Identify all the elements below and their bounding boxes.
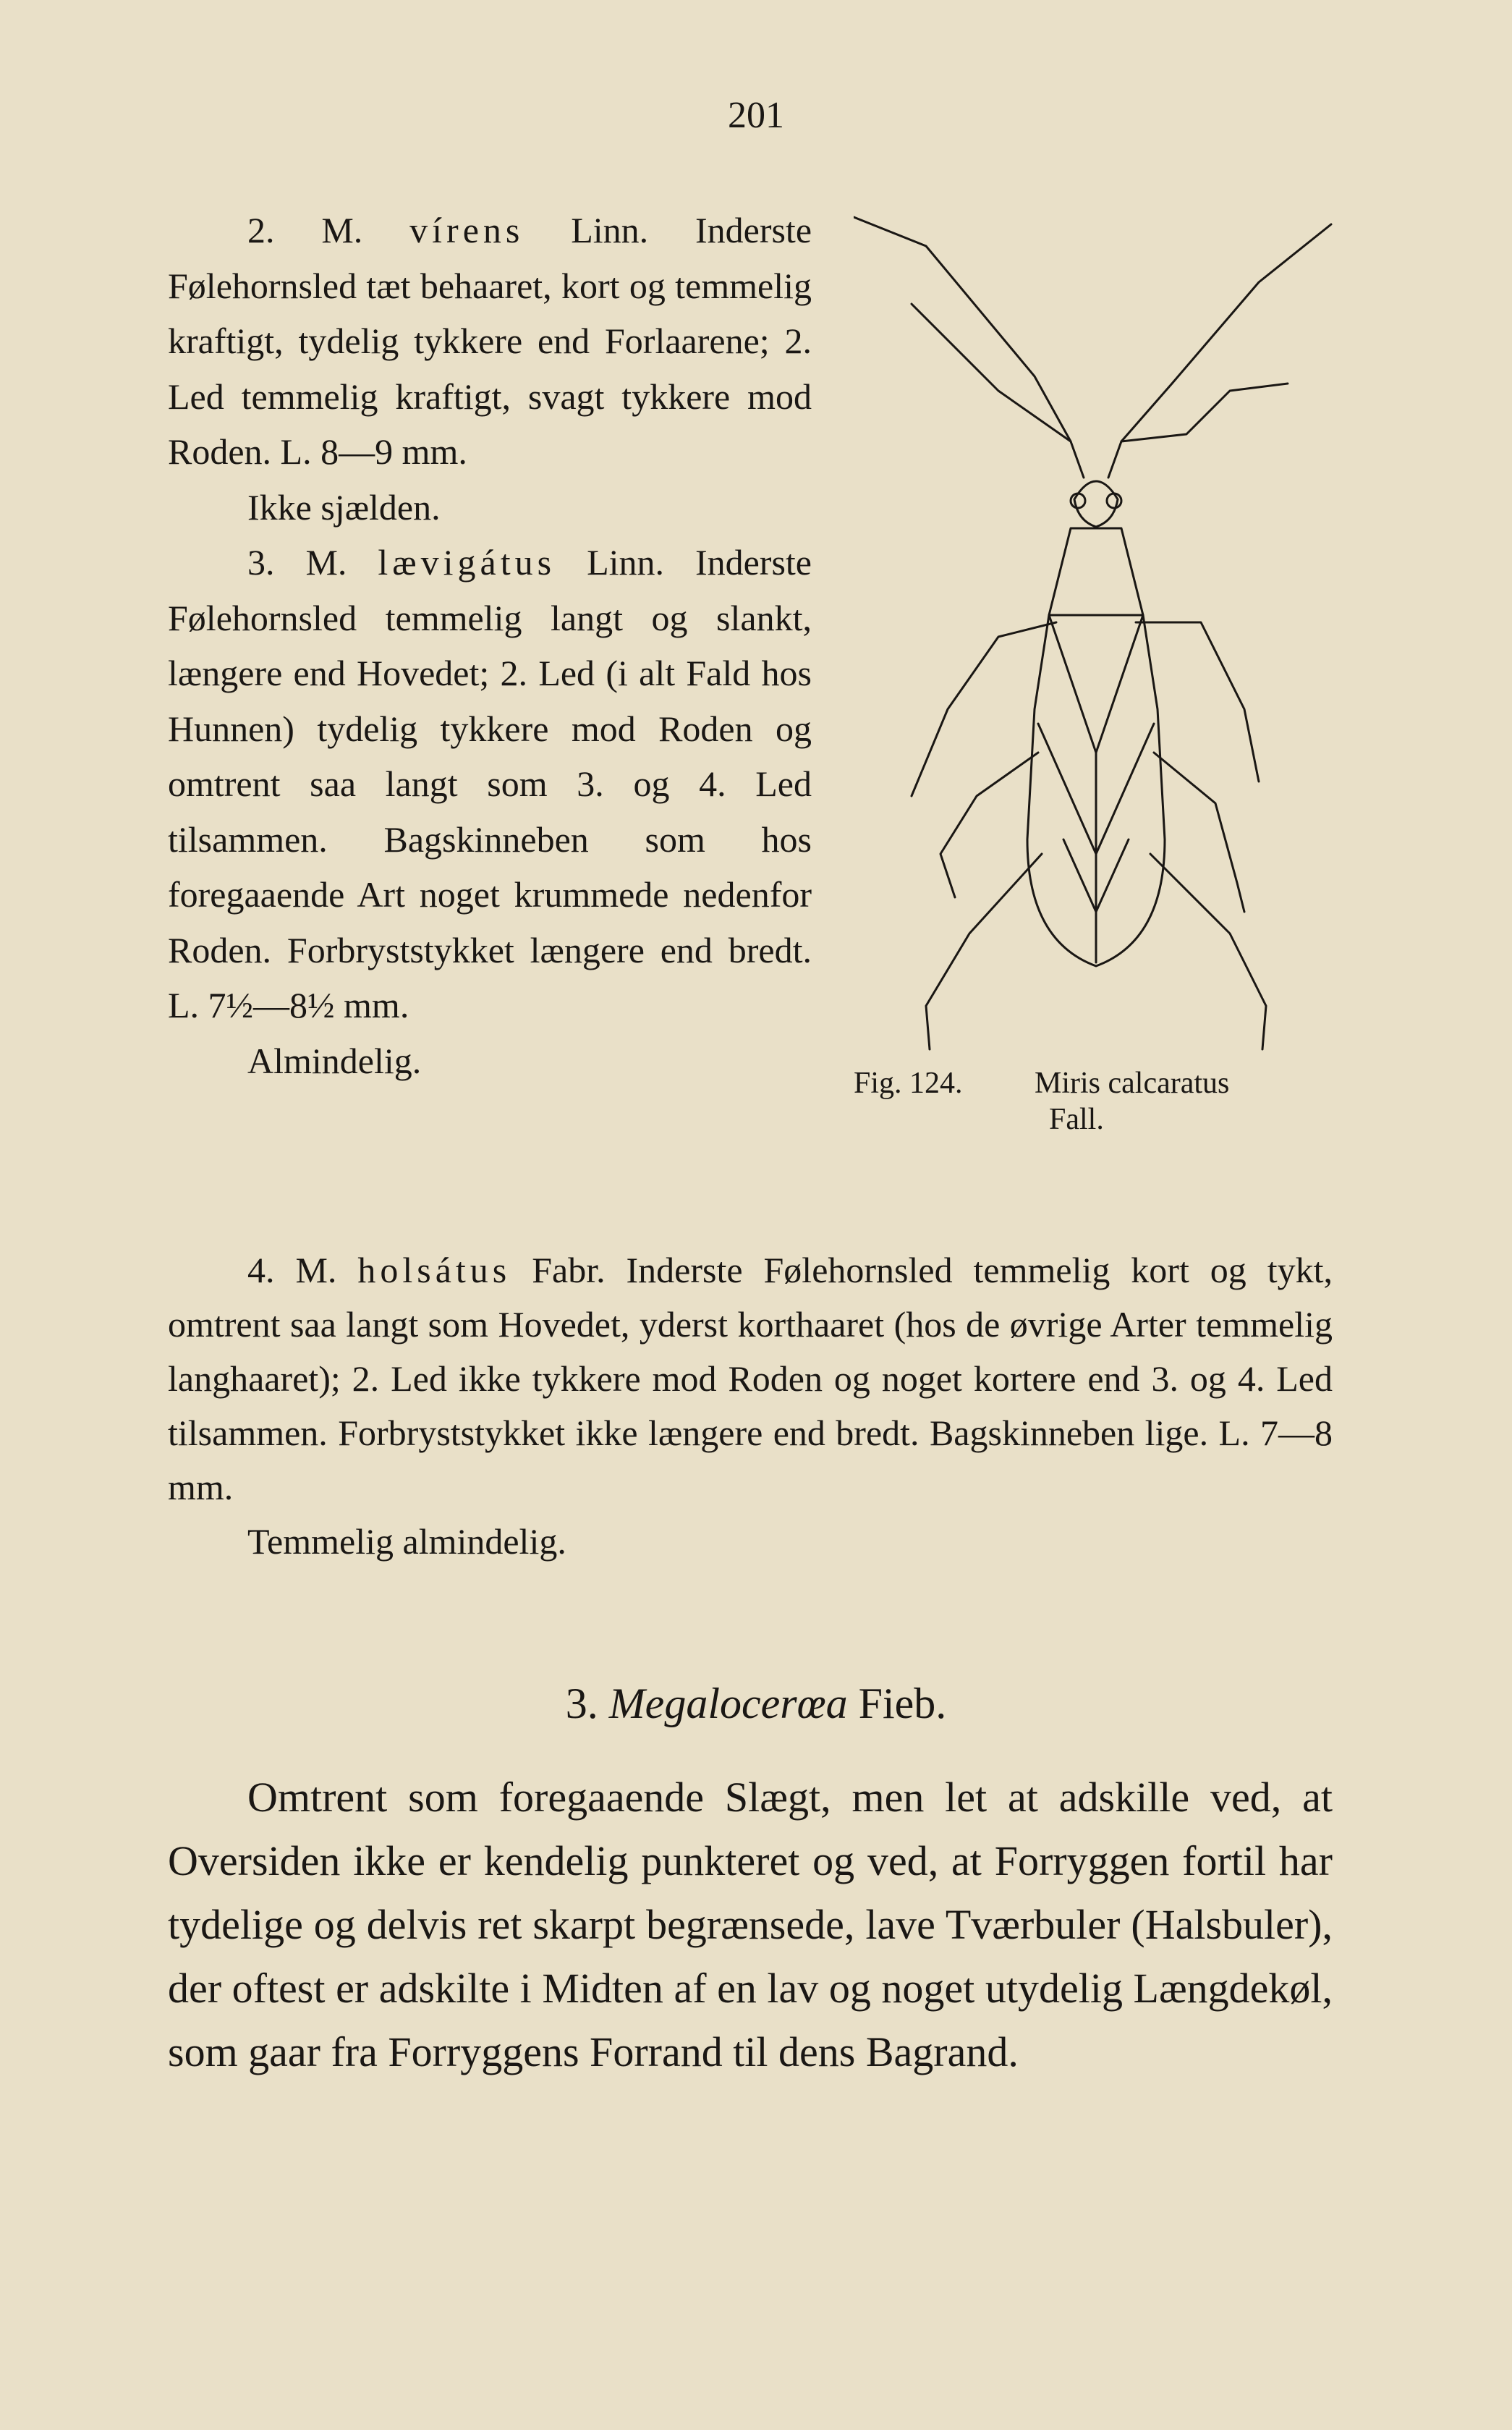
species-frequency: Temmelig almindelig.	[247, 1521, 566, 1562]
species-column-narrow	[168, 203, 812, 1088]
genus-number: 3.	[565, 1680, 598, 1727]
species-entry	[168, 535, 812, 1033]
species-entry	[168, 203, 812, 480]
species-epithet: lævigátus	[378, 542, 556, 583]
species-description: Inderste Følehornsled temmelig kort og tykt, omtrent saa langt som Hovedet, yderst korthaaret (hos de øvrige Arter temmelig langhaaret); 2. Led ikke tykkere mod Roden og noget kortere end 3. og 4. Led tilsammen. Forbryststykket ikke længere end bredt. Bagskinneben lige. L. 7—8 mm.	[168, 1250, 1333, 1507]
figure-species: Miris calcaratus	[1035, 1067, 1230, 1100]
species-frequency: Almindelig.	[247, 1040, 422, 1081]
genus-abbr: M.	[305, 542, 347, 583]
species-description: Inderste Følehornsled temmelig langt og slankt, længere end Hovedet; 2. Led (i alt Fald hos Hunnen) tydelig tykkere mod Roden og omtrent saa langt som 3. og 4. Led tilsammen. Bagskinneben som hos foregaaende Art noget krummede nedenfor Roden. Forbryststykket længere end bredt. L. 7½—8½ mm.	[168, 542, 812, 1025]
genus-description: Omtrent som foregaaende Slægt, men let at adskille ved, at Oversiden ikke er kendelig punkteret og ved, at Forryggen fortil har tydelige og delvis ret skarpt begrænsede, lave Tværbuler (Halsbuler), der oftest er adskilte i Midten af en lav og noget utydelig Længdekøl, som gaar fra Forryggens Forrand til dens Bagrand.	[168, 1774, 1333, 2075]
figure-author: Fall.	[1049, 1103, 1104, 1136]
species-frequency: Ikke sjælden.	[247, 486, 441, 528]
genus-name: Megalocerœa	[608, 1680, 848, 1727]
species-number: 3.	[247, 542, 275, 583]
species-epithet: holsátus	[357, 1250, 511, 1290]
species-number: 2.	[247, 210, 275, 250]
species-author: Fabr.	[532, 1250, 606, 1290]
genus-description-block	[168, 1766, 1333, 2084]
species-description: Inderste Følehornsled tæt behaaret, kort og temmelig kraftigt, tydelig tykkere end Forlaarene; 2. Led temmelig kraftigt, svagt tykkere mod Roden. L. 8—9 mm.	[168, 210, 812, 472]
species-author: Linn.	[587, 542, 664, 583]
figure-label: Fig. 124.	[854, 1067, 963, 1100]
species-author: Linn.	[571, 210, 649, 250]
figure-insect-illustration	[854, 203, 1360, 1057]
genus-abbr: M.	[295, 1250, 337, 1290]
insect-illustration	[854, 203, 1360, 1057]
species-epithet: vírens	[409, 210, 524, 250]
genus-author: Fieb.	[858, 1680, 947, 1727]
species-number: 4.	[247, 1250, 275, 1290]
figure-caption	[854, 1065, 1346, 1138]
species-entry	[168, 1243, 1333, 1515]
genus-abbr: M.	[321, 210, 363, 250]
page-number: 201	[728, 95, 784, 136]
genus-heading	[0, 1679, 1512, 1729]
species-column-wide	[168, 1243, 1333, 1569]
